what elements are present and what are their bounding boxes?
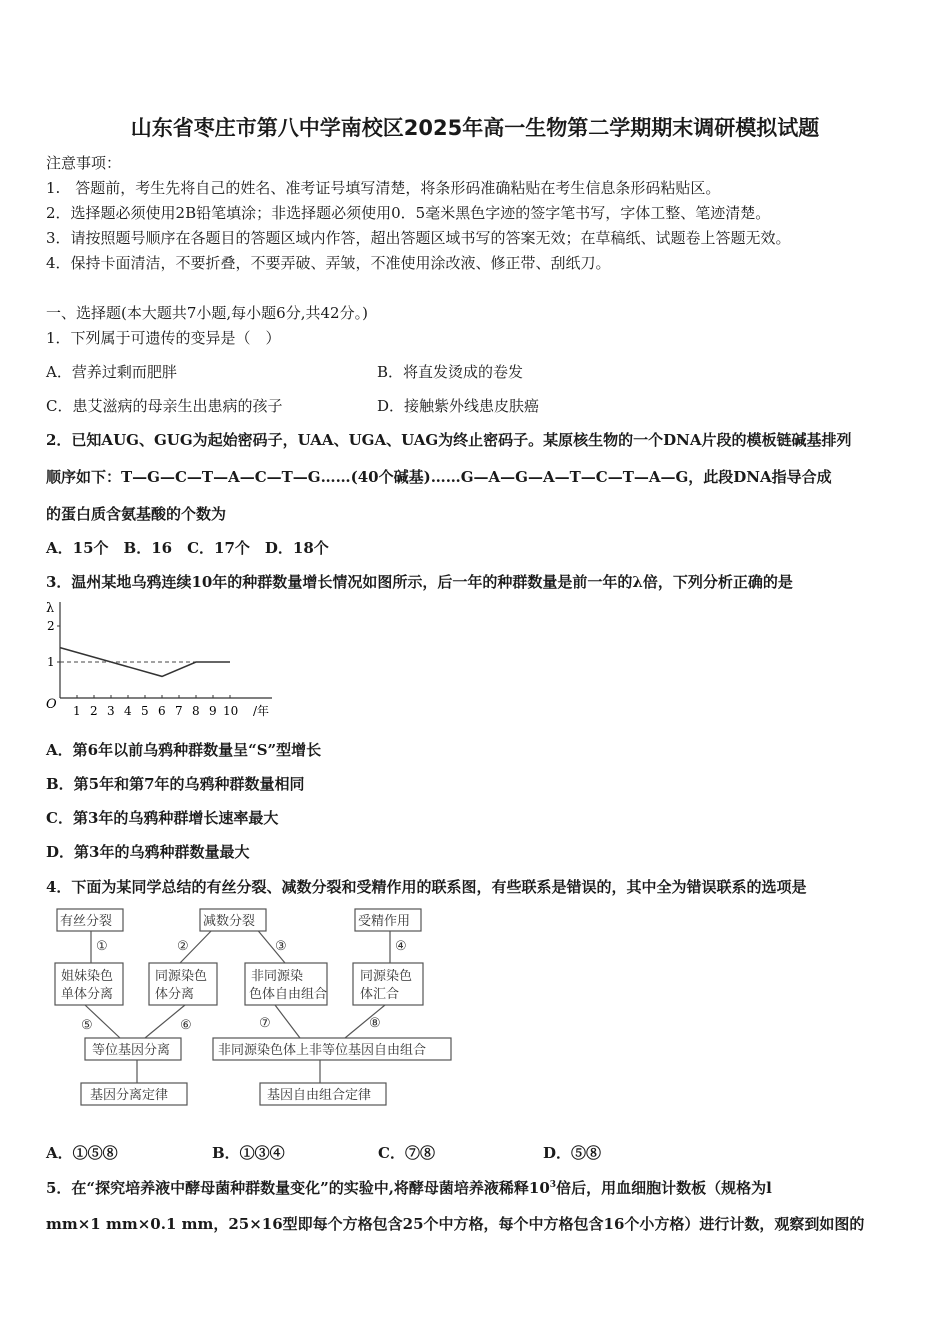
question-3-option-b: B．第5年和第7年的乌鸦种群数量相同: [46, 775, 305, 793]
x-tick-label: 2: [90, 704, 98, 718]
question-2-line-1: 2．已知AUG、GUG为起始密码子，UAA、UGA、UAG为终止密码子。某原核生物的一个DNA片段的模板链碱基排列: [46, 431, 852, 449]
notice-heading: 注意事项：: [46, 154, 122, 172]
question-1-option-d: D．接触紫外线患皮肤癌: [377, 397, 540, 415]
link-number-5: ⑤: [81, 1018, 93, 1033]
notice-item: 4．保持卡面清洁，不要折叠，不要弄破、弄皱，不准使用涂改液、修正带、刮纸刀。: [46, 254, 611, 272]
sister-chromatid-separation-box-line-2: 单体分离: [61, 987, 114, 1002]
x-tick-label: 10: [223, 704, 239, 718]
question-3-option-d: D．第3年的乌鸦种群数量最大: [46, 843, 250, 861]
question-2-line-3: 的蛋白质含氨基酸的个数为: [46, 505, 227, 523]
origin-label: O: [46, 697, 57, 712]
link-number-4: ④: [395, 939, 407, 954]
y-axis-label: λ: [46, 601, 55, 616]
question-1-option-b: B．将直发烫成的卷发: [377, 363, 524, 381]
mitosis-box: 有丝分裂: [60, 914, 113, 929]
x-tick-label: 5: [141, 704, 149, 718]
question-2-options: A．15个 B．16 C．17个 D．18个: [46, 539, 329, 557]
homolog-separation-box: 同源染色: [155, 969, 208, 984]
question-4-stem: 4．下面为某同学总结的有丝分裂、减数分裂和受精作用的联系图，有些联系是错误的，其中全为错误联系的选项是: [46, 878, 807, 896]
notice-item: 1. 答题前，考生先将自己的姓名、准考证号填写清楚，将条形码准确粘贴在考生信息条形码粘贴区。: [46, 179, 721, 197]
question-5-line-1: [46, 1177, 772, 1198]
link-number-6: ⑥: [180, 1018, 192, 1033]
x-tick-label: 4: [124, 704, 132, 718]
nonhomolog-combination-box: 非同源染: [251, 969, 304, 984]
homolog-separation-box-line-2: 体分离: [155, 987, 195, 1002]
question-5-exponent: 3: [549, 1180, 557, 1190]
x-axis-label: /年: [253, 704, 270, 718]
question-3-option-a: A．第6年以前乌鸦种群数量呈“S”型增长: [46, 741, 322, 759]
y-tick-label: 1: [47, 655, 55, 669]
question-2-line-2: 顺序如下：T—G—C—T—A—C—T—G……(40个碱基)……G—A—G—A—T—C—T—A—G，此段DNA指导合成: [46, 468, 832, 486]
fertilization-box: 受精作用: [358, 914, 411, 929]
nonhomolog-combination-box-line-2: 色体自由组合: [249, 987, 328, 1002]
allele-separation-box: 等位基因分离: [92, 1043, 171, 1058]
x-tick-label: 6: [158, 704, 166, 718]
link-number-3: ③: [275, 939, 287, 954]
homolog-joining-box-line-2: 体汇合: [360, 987, 400, 1002]
question-5-line-1-text: 5．在“探究培养液中酵母菌种群数量变化”的实验中,将酵母菌培养液稀释10: [46, 1179, 550, 1197]
x-tick-label: 9: [209, 704, 217, 718]
x-tick-label: 7: [175, 704, 183, 718]
notice-item: 3．请按照题号顺序在各题目的答题区域内作答，超出答题区域书写的答案无效；在草稿纸、试题卷上答题无效。: [46, 229, 791, 247]
link-number-7: ⑦: [259, 1016, 271, 1031]
question-4-option-d: D．⑤⑧: [543, 1144, 602, 1162]
question-5-line-2: mm×1 mm×0.1 mm，25×16型即每个方格包含25个中方格，每个中方格包含16个小方格）进行计数，观察到如图的: [46, 1215, 865, 1233]
lambda-line-chart: [40, 598, 290, 723]
segregation-law-box: 基因分离定律: [90, 1088, 169, 1103]
question-4-option-c: C．⑦⑧: [378, 1144, 435, 1162]
x-tick-label: 3: [107, 704, 115, 718]
question-1-option-a: A．营养过剩而肥胖: [46, 363, 177, 381]
question-3-option-c: C．第3年的乌鸦种群增长速率最大: [46, 809, 279, 827]
y-tick-label: 2: [47, 619, 55, 633]
link-number-2: ②: [177, 939, 189, 954]
link-number-8: ⑧: [369, 1016, 381, 1031]
division-relationship-diagram: [45, 905, 455, 1110]
notice-item: 2．选择题必须使用2B铅笔填涂；非选择题必须使用0．5毫米黑色字迹的签字笔书写，字体工整、笔迹清楚。: [46, 204, 771, 222]
x-tick-label: 1: [73, 704, 81, 718]
section-heading: 一、选择题(本大题共7小题,每小题6分,共42分。): [46, 304, 368, 322]
question-5-line-1-text-end: 倍后，用血细胞计数板（规格为l: [556, 1179, 772, 1197]
independent-assortment-law-box: 基因自由组合定律: [267, 1088, 372, 1103]
homolog-joining-box: 同源染色: [360, 969, 413, 984]
question-3-stem: 3．温州某地乌鸦连续10年的种群数量增长情况如图所示，后一年的种群数量是前一年的λ倍，下列分析正确的是: [46, 573, 793, 591]
meiosis-box: 减数分裂: [203, 914, 256, 929]
nonallele-combination-box: 非同源染色体上非等位基因自由组合: [218, 1043, 427, 1058]
page-title: 山东省枣庄市第八中学南校区2025年高一生物第二学期期末调研模拟试题: [130, 116, 820, 140]
sister-chromatid-separation-box: 姐妹染色: [61, 969, 114, 984]
question-4-option-b: B．①③④: [212, 1144, 285, 1162]
question-4-option-a: A．①⑤⑧: [46, 1144, 118, 1162]
question-1-stem: 1．下列属于可遗传的变异是（ ）: [46, 329, 281, 347]
x-tick-label: 8: [192, 704, 200, 718]
question-1-option-c: C．患艾滋病的母亲生出患病的孩子: [46, 397, 283, 415]
link-number-1: ①: [96, 939, 108, 954]
